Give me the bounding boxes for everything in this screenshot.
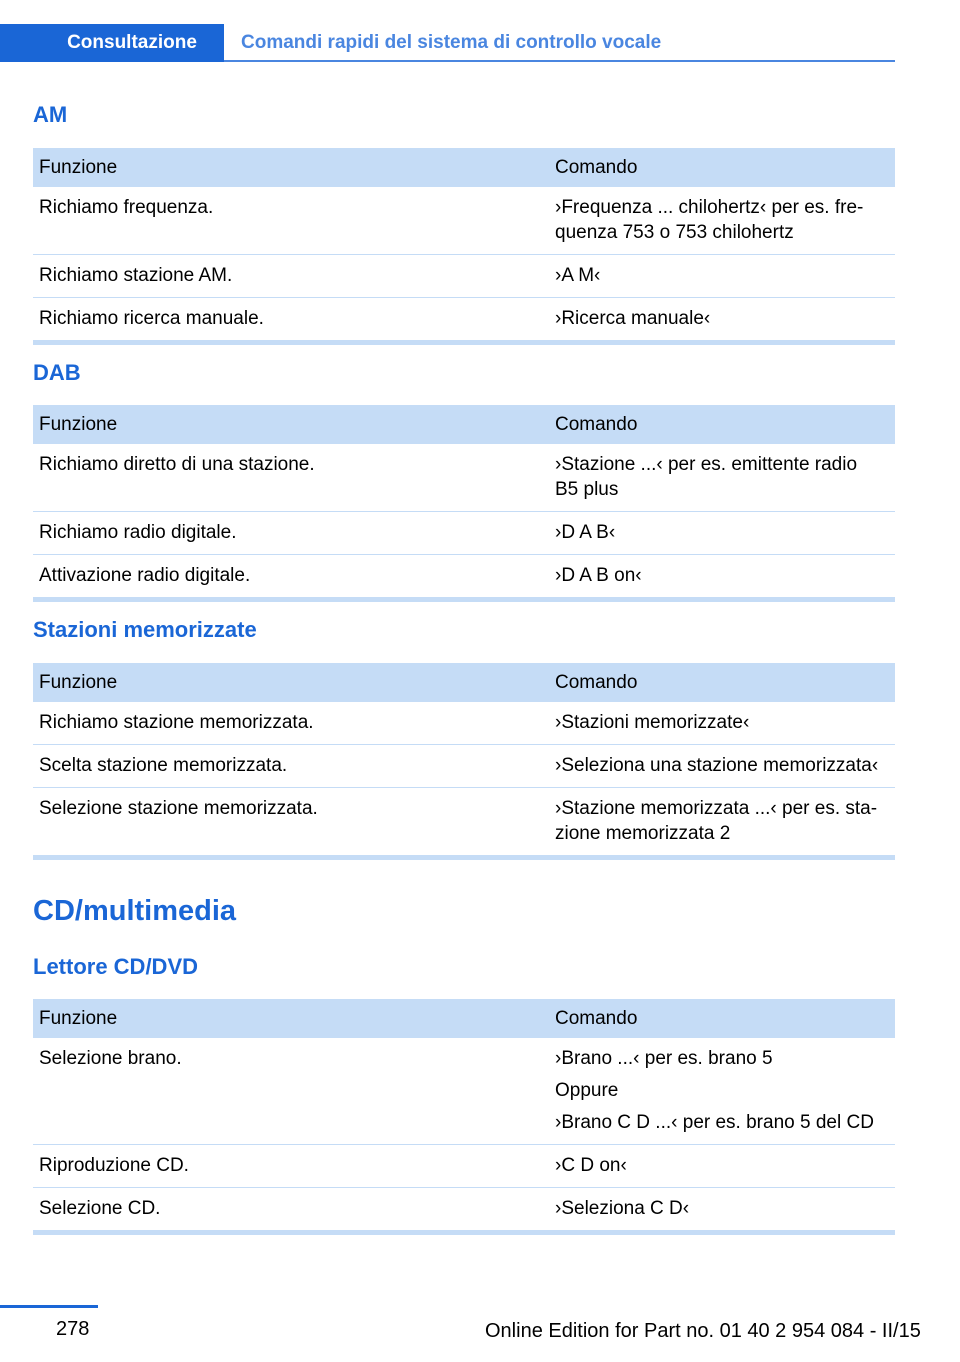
table-row: [33, 512, 895, 555]
command-cell: ›Stazione ...‹ per es. emittente radio B5 plus: [549, 444, 895, 512]
footer-rule: [0, 1305, 98, 1308]
function-cell: Richiamo radio digitale.: [33, 512, 549, 555]
command-cell: ›D A B‹: [549, 512, 895, 555]
command-cell: ›Seleziona C D‹: [555, 1198, 690, 1219]
section-dab: [33, 360, 895, 602]
command-cell: ›Frequenza ... chilohertz‹ per es. fre‐ quenza 753 o 753 chilohertz: [549, 187, 895, 255]
cd-table: [33, 999, 895, 1230]
chapter-title: Comandi rapidi del sistema di controllo vocale: [241, 32, 662, 53]
section-cd: [33, 954, 895, 1235]
column-header-function: Funzione: [33, 999, 549, 1038]
column-header-command: Comando: [549, 999, 895, 1038]
function-cell: Riproduzione CD.: [33, 1145, 549, 1188]
header-rule: [224, 60, 895, 62]
column-header-function: Funzione: [33, 663, 549, 702]
function-cell: Richiamo stazione memorizzata.: [33, 702, 549, 745]
section-title: Lettore CD/DVD: [33, 954, 199, 979]
column-header-command: Comando: [549, 148, 895, 187]
column-header-function: Funzione: [33, 148, 549, 187]
page-number: 278: [56, 1318, 90, 1340]
column-header-command: Comando: [549, 663, 895, 702]
column-header-function: Funzione: [33, 405, 549, 444]
command-cell: ›Stazioni memorizzate‹: [549, 702, 895, 745]
function-cell: Selezione brano.: [33, 1038, 549, 1145]
table-bottom-rule: [33, 597, 895, 602]
column-header-command: Comando: [549, 405, 895, 444]
table-bottom-rule: [33, 855, 895, 860]
function-cell: Richiamo stazione AM.: [33, 255, 549, 298]
am-table: [33, 148, 895, 340]
table-row: [33, 788, 895, 856]
command-line: Oppure: [555, 1080, 619, 1101]
table-row: [33, 298, 895, 341]
table-header: [33, 663, 895, 702]
section-tab: Consultazione: [0, 24, 224, 62]
edition-note: Online Edition for Part no. 01 40 2 954 084 - II/15: [485, 1320, 921, 1342]
command-line: ›Brano ...‹ per es. brano 5: [555, 1048, 773, 1069]
command-cell: ›Seleziona una stazione memorizzata‹: [549, 745, 895, 788]
section-presets: [33, 617, 895, 860]
table-row: [33, 745, 895, 788]
command-cell: ›C D on‹: [549, 1145, 895, 1188]
table-row: [33, 1188, 895, 1231]
function-cell: Richiamo frequenza.: [33, 187, 549, 255]
table-row: [33, 255, 895, 298]
table-row: [33, 555, 895, 598]
command-cell: ›Stazione memorizzata ...‹ per es. sta‐ zione memorizzata 2: [555, 798, 878, 844]
table-header: [33, 148, 895, 187]
function-cell: Selezione CD.: [39, 1198, 161, 1219]
function-cell: Scelta stazione memorizzata.: [33, 745, 549, 788]
table-row: [33, 1038, 895, 1145]
presets-table: [33, 663, 895, 855]
command-cell: ›D A B on‹: [555, 565, 642, 586]
function-cell: Attivazione radio digitale.: [39, 565, 251, 586]
section-title: DAB: [33, 360, 81, 385]
section-am: [33, 102, 895, 345]
command-line: ›Brano C D ...‹ per es. brano 5 del CD: [555, 1112, 874, 1133]
table-row: [33, 1145, 895, 1188]
command-cell: [549, 1038, 895, 1145]
command-cell: ›Ricerca manuale‹: [555, 308, 711, 329]
table-header: [33, 405, 895, 444]
table-row: [33, 702, 895, 745]
chapter-heading: CD/multimedia: [33, 895, 237, 927]
section-title: AM: [33, 102, 68, 127]
table-header: [33, 999, 895, 1038]
function-cell: Richiamo ricerca manuale.: [39, 308, 264, 329]
table-row: [33, 187, 895, 255]
function-cell: Richiamo diretto di una stazione.: [33, 444, 549, 512]
section-title: Stazioni memorizzate: [33, 617, 257, 642]
page-header: [0, 24, 895, 62]
table-row: [33, 444, 895, 512]
table-bottom-rule: [33, 340, 895, 345]
dab-table: [33, 405, 895, 597]
function-cell: Selezione stazione memorizzata.: [39, 798, 318, 819]
table-bottom-rule: [33, 1230, 895, 1235]
command-cell: ›A M‹: [549, 255, 895, 298]
